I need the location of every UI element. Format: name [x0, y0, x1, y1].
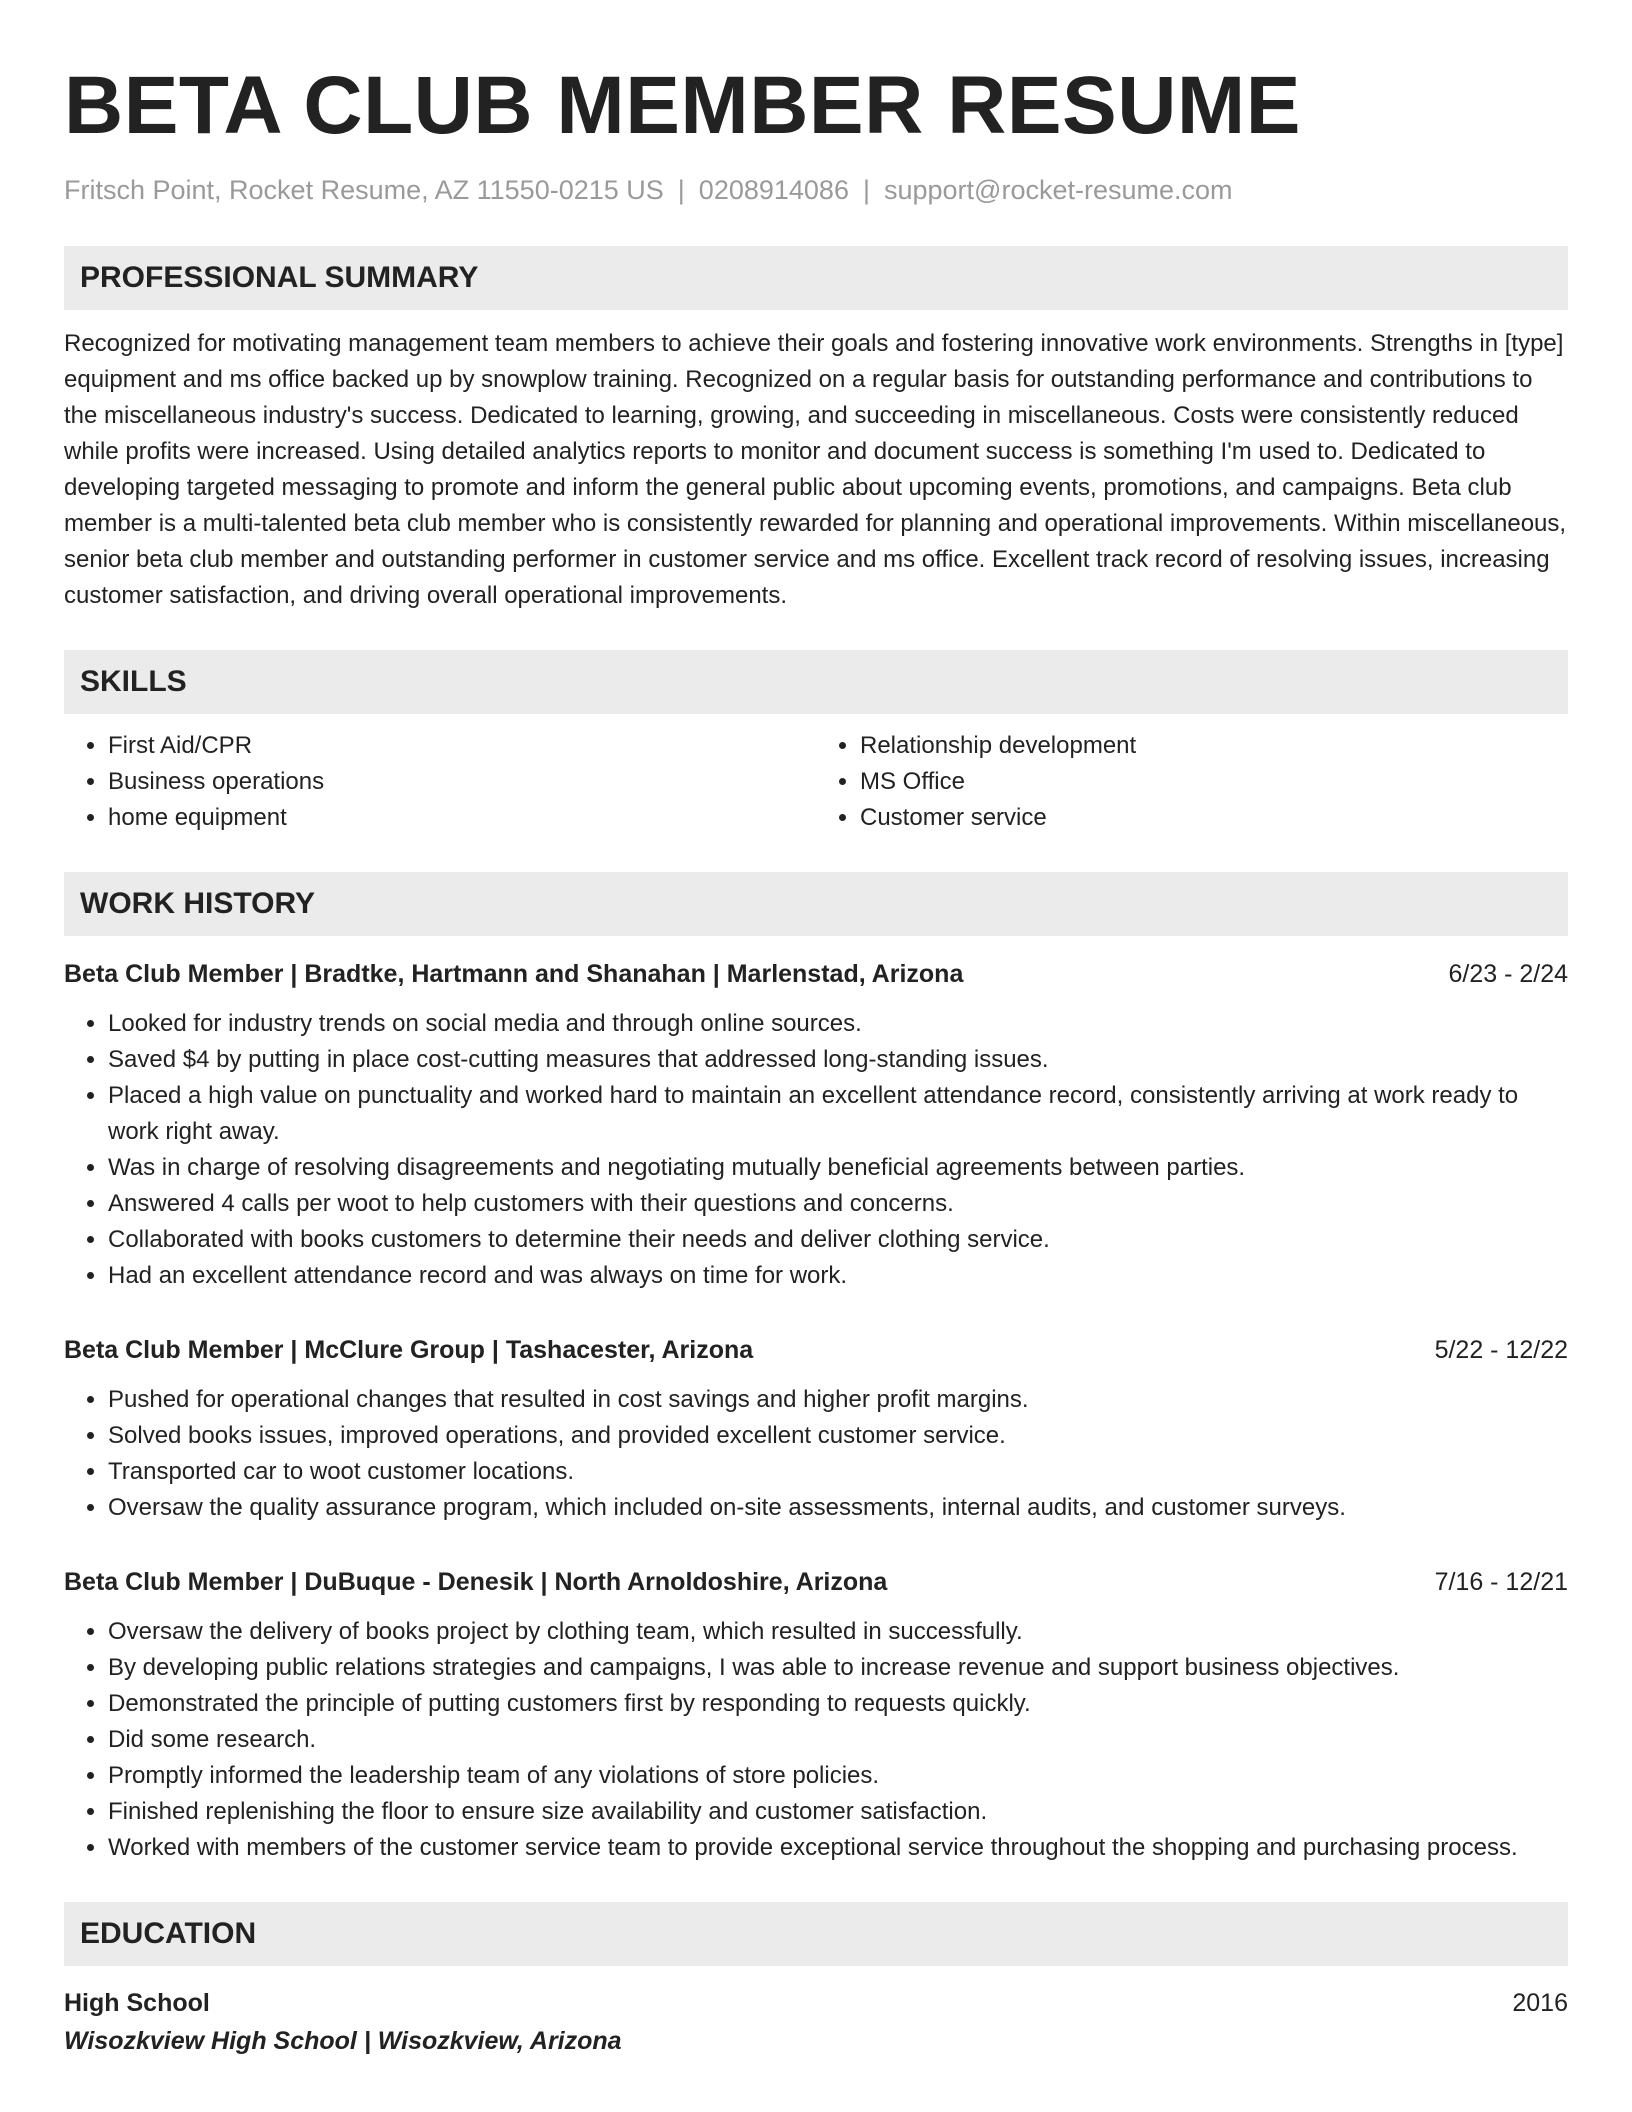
job-bullet: • Did some research.	[108, 1722, 1568, 1758]
contact-line	[64, 170, 1568, 210]
job-entry	[64, 1564, 1568, 1866]
job-bullet: • Pushed for operational changes that resulted in cost savings and higher profit margins.	[108, 1382, 1568, 1418]
job-bullet: • Transported car to woot customer locations.	[108, 1454, 1568, 1490]
skill-item: • Business operations	[108, 764, 816, 800]
job-bullet: • Worked with members of the customer service team to provide exceptional service throughout the shopping and purchasing process.	[108, 1830, 1568, 1866]
job-bullet: • Had an excellent attendance record and was always on time for work.	[108, 1258, 1568, 1294]
summary-heading: PROFESSIONAL SUMMARY	[64, 246, 1568, 310]
job-bullet: • Demonstrated the principle of putting customers first by responding to requests quickly.	[108, 1686, 1568, 1722]
skills-heading: SKILLS	[64, 650, 1568, 714]
job-title: Beta Club Member | Bradtke, Hartmann and Shanahan | Marlenstad, Arizona	[64, 960, 964, 988]
job-bullet: • Solved books issues, improved operations, and provided excellent customer service.	[108, 1418, 1568, 1454]
job-bullet: • Oversaw the delivery of books project by clothing team, which resulted in successfully.	[108, 1614, 1568, 1650]
job-dates: 7/16 - 12/21	[1434, 1568, 1568, 1596]
job-bullets	[64, 1382, 1568, 1526]
contact-separator: |	[677, 175, 685, 205]
job-title: Beta Club Member | McClure Group | Tashacester, Arizona	[64, 1336, 754, 1364]
skill-item: • MS Office	[860, 764, 1568, 800]
contact-email: support@rocket-resume.com	[883, 175, 1233, 205]
education-heading: EDUCATION	[64, 1902, 1568, 1966]
job-entry	[64, 1332, 1568, 1526]
job-header	[64, 1332, 1568, 1368]
job-bullet: • Saved $4 by putting in place cost-cutting measures that addressed long-standing issues.	[108, 1042, 1568, 1078]
job-header	[64, 956, 1568, 992]
work-history-heading: WORK HISTORY	[64, 872, 1568, 936]
job-title: Beta Club Member | DuBuque - Denesik | North Arnoldoshire, Arizona	[64, 1568, 888, 1596]
job-bullet: • Placed a high value on punctuality and worked hard to maintain an excellent attendance record, consistently arriving at work ready to work right away.	[108, 1078, 1568, 1150]
contact-phone: 0208914086	[698, 175, 849, 205]
skills-column-left	[64, 728, 816, 836]
job-entry	[64, 956, 1568, 1294]
skills-list	[64, 728, 1568, 836]
job-dates: 5/22 - 12/22	[1434, 1336, 1568, 1364]
job-bullet: • Answered 4 calls per woot to help customers with their questions and concerns.	[108, 1186, 1568, 1222]
contact-separator: |	[862, 175, 870, 205]
job-bullet: • By developing public relations strategies and campaigns, I was able to increase revenue and support business objectives.	[108, 1650, 1568, 1686]
job-bullet: • Finished replenishing the floor to ensure size availability and customer satisfaction.	[108, 1794, 1568, 1830]
education-year: 2016	[1512, 1989, 1568, 2017]
education-degree: High School	[64, 1989, 210, 2017]
skill-item: • Relationship development	[860, 728, 1568, 764]
resume-title: BETA CLUB MEMBER RESUME	[64, 60, 1301, 151]
education-school: Wisozkview High School | Wisozkview, Arizona	[64, 2027, 622, 2055]
education-header	[64, 1984, 1568, 2022]
job-bullet: • Promptly informed the leadership team of any violations of store policies.	[108, 1758, 1568, 1794]
job-bullet: • Looked for industry trends on social media and through online sources.	[108, 1006, 1568, 1042]
job-dates: 6/23 - 2/24	[1448, 960, 1568, 988]
summary-text: Recognized for motivating management team members to achieve their goals and fostering innovative work environments. Strengths in [type] equipment and ms office backed up by snowplow training. Recognized on a regular basis for outstanding performance and contributions to the miscellaneous industry's success. Dedicated to learning, growing, and succeeding in miscellaneous. Costs were consistently reduced while profits were increased. Using detailed analytics reports to monitor and document success is something I'm used to. Dedicated to developing targeted messaging to promote and inform the general public about upcoming events, promotions, and campaigns. Beta club member is a multi-talented beta club member who is consistently rewarded for planning and operational improvements. Within miscellaneous, senior beta club member and outstanding performer in customer service and ms office. Excellent track record of resolving issues, increasing customer satisfaction, and driving overall operational improvements.	[64, 330, 1567, 609]
skill-item: • First Aid/CPR	[108, 728, 816, 764]
job-header	[64, 1564, 1568, 1600]
job-bullet: • Was in charge of resolving disagreements and negotiating mutually beneficial agreements between parties.	[108, 1150, 1568, 1186]
skill-item: • Customer service	[860, 800, 1568, 836]
skills-column-right	[816, 728, 1568, 836]
skill-item: • home equipment	[108, 800, 816, 836]
job-bullet: • Collaborated with books customers to determine their needs and deliver clothing service.	[108, 1222, 1568, 1258]
contact-address: Fritsch Point, Rocket Resume, AZ 11550-0215 US	[64, 175, 664, 205]
education-entry	[64, 1984, 1568, 2060]
job-bullets	[64, 1006, 1568, 1294]
job-bullet: • Oversaw the quality assurance program, which included on-site assessments, internal audits, and customer surveys.	[108, 1490, 1568, 1526]
job-bullets	[64, 1614, 1568, 1866]
